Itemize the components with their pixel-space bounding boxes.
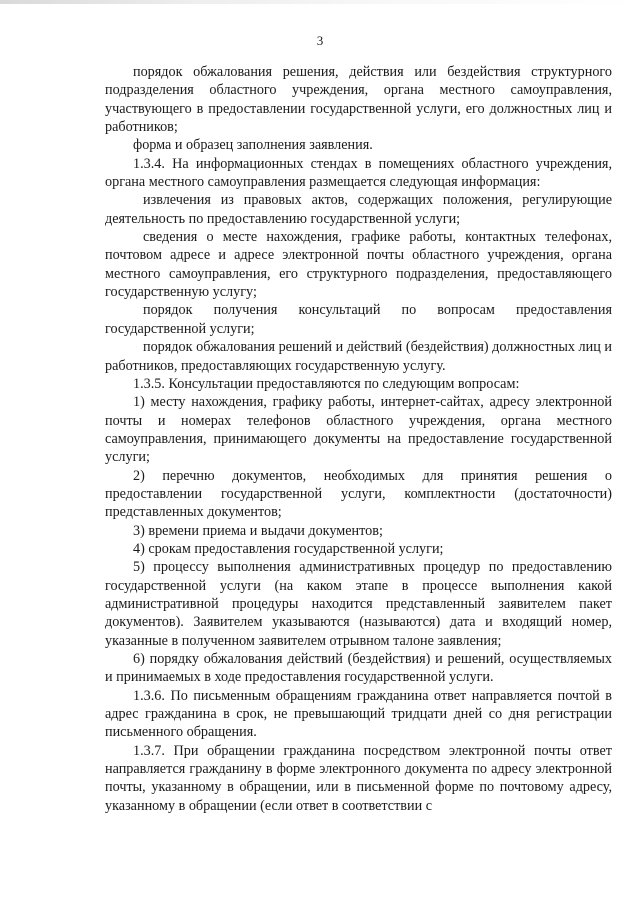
paragraph: порядок обжалования решения, действия или бездействия структурного подразделения областного учреждения, органа местного самоуправления, участвующего в предоставлении государственной услуги, его должностных лиц и работников; [105, 64, 612, 136]
list-item: 4) срокам предоставления государственной услуги; [133, 540, 444, 557]
section-paragraph-1-3-5: 1.3.5. Консультации предоставляются по следующим вопросам: [133, 375, 520, 392]
section-paragraph-1-3-7: 1.3.7. При обращении гражданина посредством электронной почты ответ направляется гражданину в форме электронного документа по адресу электронной почты, указанному в обращении, или в письменной форме по почтовому адресу, указанному в обращении (если ответ в соответствии с [105, 742, 612, 814]
scan-edge-artifact [0, 0, 640, 4]
list-item: 1) месту нахождения, графику работы, интернет-сайтах, адресу электронной почты и номерах телефонов областного учреждения, органа местного самоуправления, принимающего документы на предоставление государственной услуги; [105, 394, 612, 466]
list-item: 2) перечню документов, необходимых для принятия решения о предоставлении государственной услуги, комплектности (достаточности) представленных документов; [105, 467, 612, 521]
page-number: 3 [316, 33, 324, 48]
paragraph: форма и образец заполнения заявления. [133, 137, 373, 154]
document-body [105, 63, 612, 815]
paragraph: порядок получения консультаций по вопросам предоставления государственной услуги; [105, 302, 612, 337]
list-item: 3) времени приема и выдачи документов; [133, 522, 383, 539]
paragraph: извлечения из правовых актов, содержащих положения, регулирующие деятельность по предоставлению государственной услуги; [105, 192, 612, 227]
paragraph: сведения о месте нахождения, графике работы, контактных телефонах, почтовом адресе и адресе электронной почты областного учреждения, органа местного самоуправления, его структурного подразделения, предоставляющего государственную услугу; [105, 229, 612, 301]
section-paragraph-1-3-4: 1.3.4. На информационных стендах в помещениях областного учреждения, органа местного самоуправления размещается следующая информация: [105, 155, 612, 191]
paragraph: порядок обжалования решений и действий (бездействия) должностных лиц и работников, предоставляющих государственную услугу. [105, 339, 612, 374]
list-item: 5) процессу выполнения административных процедур по предоставлению государственной услуги (на каком этапе в процессе выполнения какой административной процедуры находится представленный заявителем пакет документов). Заявителем указываются (называются) дата и входящий номер, указанные в полученном заявителем отрывном талоне заявления; [105, 559, 612, 649]
list-item: 6) порядку обжалования действий (бездействия) и решений, осуществляемых и принимаемых в ходе предоставления государственной услуги. [105, 651, 612, 686]
section-paragraph-1-3-6: 1.3.6. По письменным обращениям гражданина ответ направляется почтой в адрес гражданина в срок, не превышающий тридцати дней со дня регистрации письменного обращения. [105, 687, 612, 741]
